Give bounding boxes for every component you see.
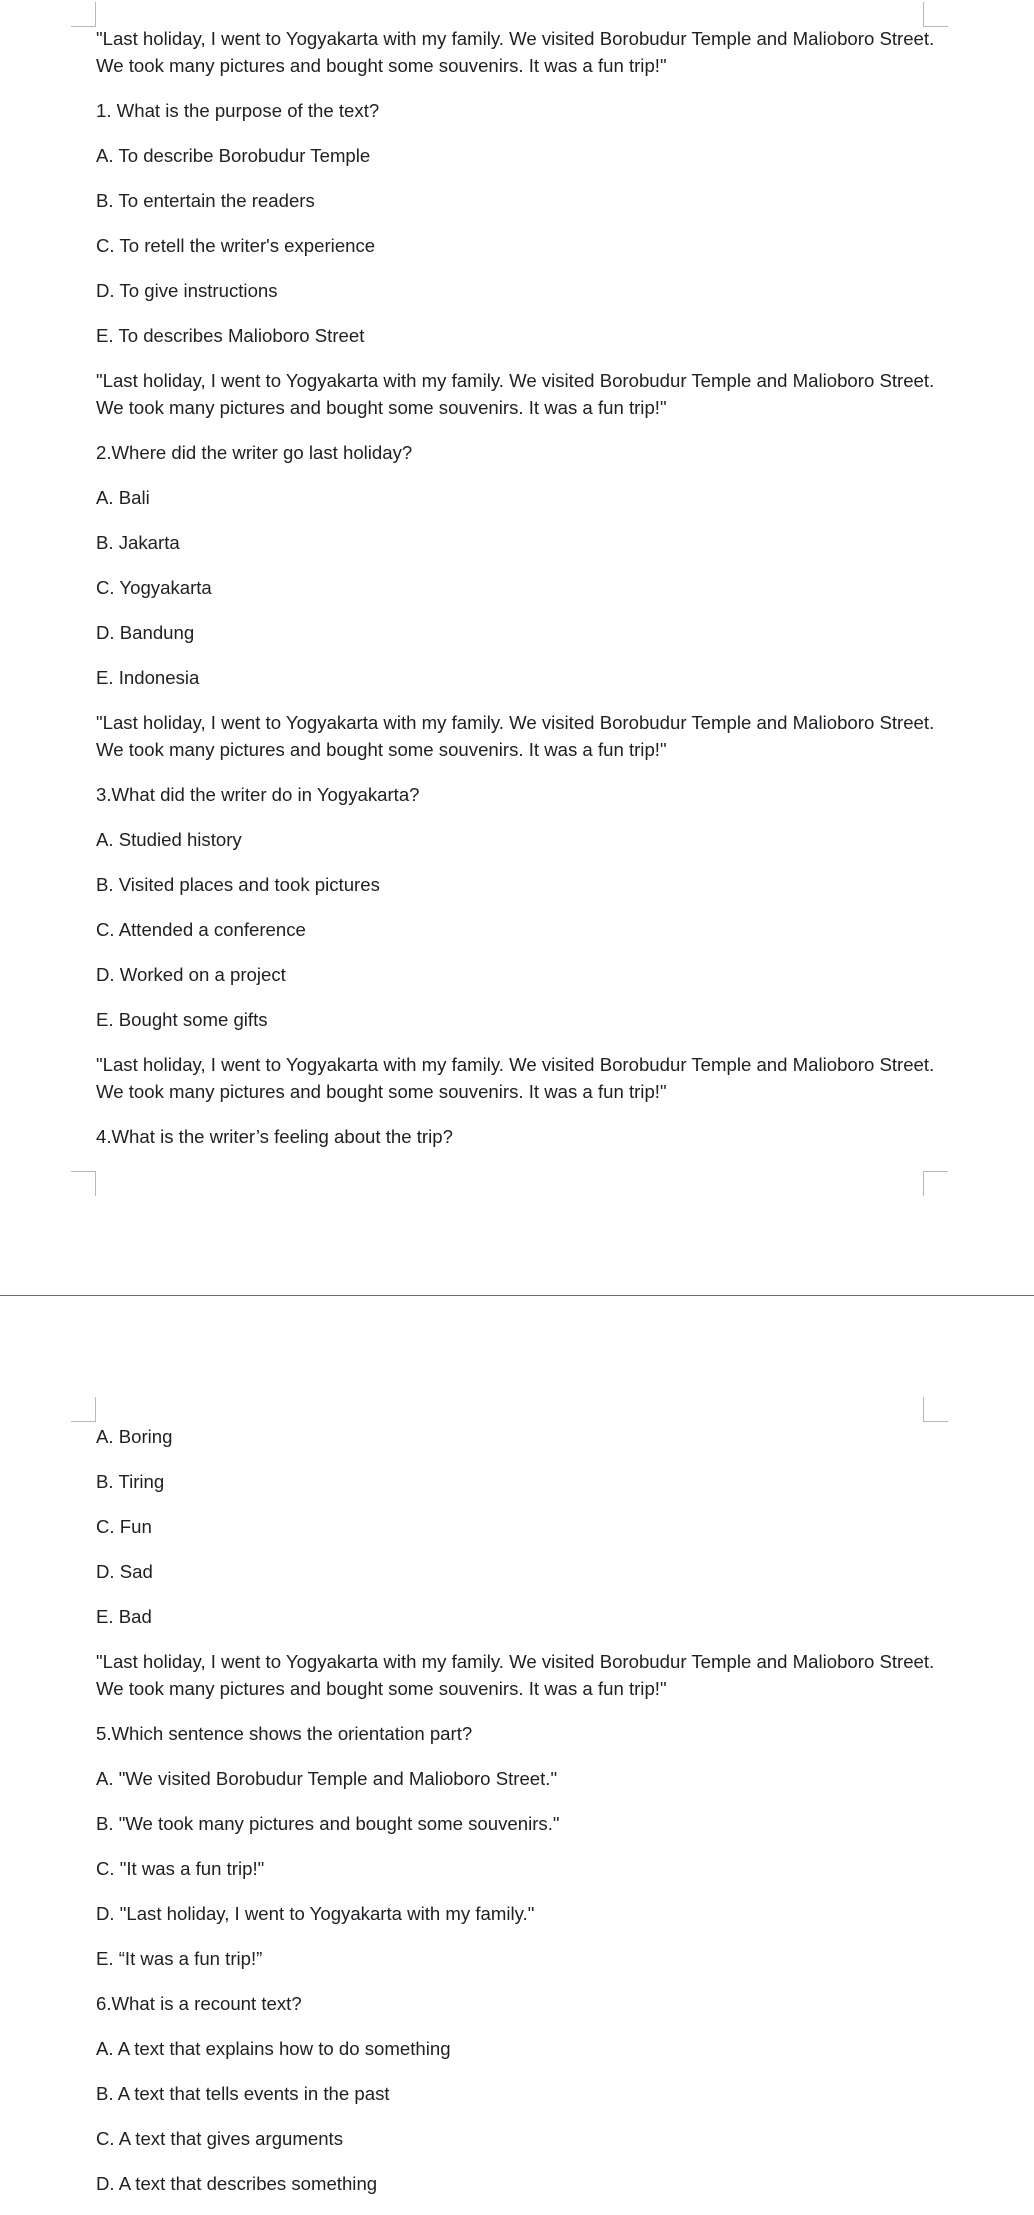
page-1-body: [96, 25, 936, 1168]
answer-option: E. Bought some gifts: [96, 1009, 268, 1030]
page-corner-mark: [923, 1397, 948, 1422]
answer-option: B. Visited places and took pictures: [96, 874, 380, 895]
answer-option: A. Studied history: [96, 829, 242, 850]
answer-option: E. To describes Malioboro Street: [96, 325, 365, 346]
answer-option: C. Attended a conference: [96, 919, 306, 940]
answer-option: A. "We visited Borobudur Temple and Malioboro Street.": [96, 1768, 558, 1789]
question-text: 3.What did the writer do in Yogyakarta?: [96, 784, 420, 805]
answer-option: A. A text that explains how to do something: [96, 2038, 451, 2059]
passage-text: "Last holiday, I went to Yogyakarta with my family. We visited Borobudur Temple and Malioboro Street. We took many pictures and bought some souvenirs. It was a fun trip!": [96, 1651, 935, 1699]
answer-option: E. Indonesia: [96, 667, 200, 688]
answer-option: D. Worked on a project: [96, 964, 286, 985]
answer-option: C. Fun: [96, 1516, 152, 1537]
passage-text: "Last holiday, I went to Yogyakarta with my family. We visited Borobudur Temple and Malioboro Street. We took many pictures and bought some souvenirs. It was a fun trip!": [96, 1054, 935, 1102]
answer-option: E. “It was a fun trip!”: [96, 1948, 263, 1969]
answer-option: A. Bali: [96, 487, 150, 508]
page-corner-mark: [71, 1171, 96, 1196]
answer-option: C. To retell the writer's experience: [96, 235, 376, 256]
answer-option: A. To describe Borobudur Temple: [96, 145, 371, 166]
question-text: 1. What is the purpose of the text?: [96, 100, 380, 121]
page-corner-mark: [923, 1171, 948, 1196]
answer-option: B. Jakarta: [96, 532, 180, 553]
answer-option: B. "We took many pictures and bought some souvenirs.": [96, 1813, 560, 1834]
page-corner-mark: [923, 2, 948, 27]
page-corner-mark: [71, 1397, 96, 1422]
answer-option: D. Sad: [96, 1561, 153, 1582]
answer-option: D. "Last holiday, I went to Yogyakarta with my family.": [96, 1903, 535, 1924]
answer-option: C. "It was a fun trip!": [96, 1858, 265, 1879]
answer-option: A. Boring: [96, 1426, 173, 1447]
answer-option: B. To entertain the readers: [96, 190, 315, 211]
passage-text: "Last holiday, I went to Yogyakarta with my family. We visited Borobudur Temple and Malioboro Street. We took many pictures and bought some souvenirs. It was a fun trip!": [96, 28, 935, 76]
answer-option: D. Bandung: [96, 622, 195, 643]
passage-text: "Last holiday, I went to Yogyakarta with my family. We visited Borobudur Temple and Malioboro Street. We took many pictures and bought some souvenirs. It was a fun trip!": [96, 370, 935, 418]
answer-option: D. A text that describes something: [96, 2173, 378, 2194]
question-text: 6.What is a recount text?: [96, 1993, 302, 2014]
answer-option: C. Yogyakarta: [96, 577, 212, 598]
answer-option: B. A text that tells events in the past: [96, 2083, 390, 2104]
page-corner-mark: [71, 2, 96, 27]
question-text: 2.Where did the writer go last holiday?: [96, 442, 413, 463]
page-2-body: [96, 1423, 936, 2215]
question-text: 4.What is the writer’s feeling about the trip?: [96, 1126, 453, 1147]
answer-option: C. A text that gives arguments: [96, 2128, 344, 2149]
answer-option: E. Bad: [96, 1606, 152, 1627]
document-page-2: [0, 1297, 1034, 2210]
page-break-divider: [0, 1295, 1034, 1296]
passage-text: "Last holiday, I went to Yogyakarta with my family. We visited Borobudur Temple and Malioboro Street. We took many pictures and bought some souvenirs. It was a fun trip!": [96, 712, 935, 760]
question-text: 5.Which sentence shows the orientation part?: [96, 1723, 473, 1744]
answer-option: B. Tiring: [96, 1471, 165, 1492]
answer-option: D. To give instructions: [96, 280, 278, 301]
